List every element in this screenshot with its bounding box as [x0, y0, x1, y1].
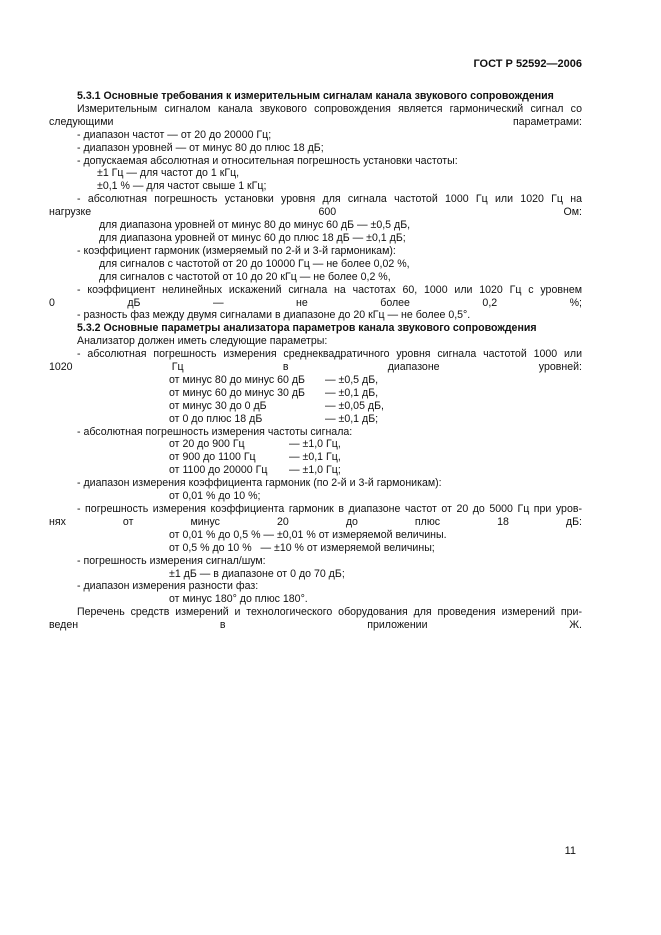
- list-item: - абсолютная погрешность измерения среднеквадратичного уровня сигнала частотой 1000 или 1020 Гц в диапазоне уровней:: [49, 348, 582, 374]
- paragraph: Анализатор должен иметь следующие параметры:: [77, 335, 328, 348]
- list-item: - разность фаз между двумя сигналами в диапазоне до 20 кГц — не более 0,5°.: [77, 309, 471, 322]
- list-item: - допускаемая абсолютная и относительная погрешность установки частоты:: [77, 154, 458, 167]
- sub-item: ±0,1 % — для частот свыше 1 кГц;: [97, 180, 267, 193]
- table-row: от минус 60 до минус 30 дБ — ±0,1 дБ,: [169, 386, 379, 399]
- list-item: - диапазон уровней — от минус 80 до плюс 18 дБ;: [77, 141, 324, 154]
- table-row: от 20 до 900 Гц — ±1,0 Гц,: [169, 438, 341, 451]
- sub-item: ±1 Гц — для частот до 1 кГц,: [97, 167, 240, 180]
- list-item: - диапазон измерения разности фаз:: [77, 580, 259, 593]
- sub-item: для сигналов с частотой от 10 до 20 кГц — не более 0,2 %,: [99, 270, 391, 283]
- list-item: - погрешность измерения сигнал/шум:: [77, 554, 266, 567]
- table-row: от минус 30 до 0 дБ — ±0,05 дБ,: [169, 399, 384, 412]
- list-item: - диапазон измерения коэффициента гармоник (по 2-й и 3-й гармоникам):: [77, 477, 442, 490]
- sub-item: для диапазона уровней от минус 80 до минус 60 дБ — ±0,5 дБ,: [99, 219, 411, 232]
- table-row: от 900 до 1100 Гц — ±0,1 Гц,: [169, 451, 341, 464]
- list-item: - коэффициент нелинейных искажений сигнала на частотах 60, 1000 или 1020 Гц с уровнем 0 дБ — не более 0,2 %;: [49, 283, 582, 309]
- document-header: ГОСТ Р 52592—2006: [473, 58, 582, 70]
- table-row: от 0 до плюс 18 дБ — ±0,1 дБ;: [169, 412, 379, 425]
- sub-item: для сигналов с частотой от 20 до 10000 Гц — не более 0,02 %,: [99, 257, 410, 270]
- closing-paragraph: Перечень средств измерений и технологического оборудования для проведения измерений при- веден в приложении Ж.: [49, 606, 582, 632]
- list-item: - диапазон частот — от 20 до 20000 Гц;: [77, 128, 272, 141]
- document-body: [49, 90, 582, 632]
- paragraph: Измерительным сигналом канала звукового сопровождения является гармонический сигнал со следующими параметрами:: [49, 102, 582, 128]
- sub-item: от 0,01 % до 0,5 % — ±0,01 % от измеряемой величины.: [169, 528, 447, 541]
- list-item: - погрешность измерения коэффициента гармоник в диапазоне частот от 20 до 5000 Гц при уров- нях от минус 20 до плюс 18 дБ:: [49, 503, 582, 528]
- list-item: - коэффициент гармоник (измеряемый по 2-й и 3-й гармоникам):: [77, 244, 396, 257]
- sub-item: от 0,01 % до 10 %;: [169, 490, 261, 503]
- sub-item: от 0,5 % до 10 % — ±10 % от измеряемой величины;: [169, 541, 435, 554]
- sub-item: ±1 дБ — в диапазоне от 0 до 70 дБ;: [169, 567, 345, 580]
- page-number: 11: [564, 845, 576, 857]
- sub-item: от минус 180° до плюс 180°.: [169, 593, 308, 606]
- sub-item: для диапазона уровней от минус 60 до плюс 18 дБ — ±0,1 дБ;: [99, 231, 406, 244]
- table-row: от минус 80 до минус 60 дБ — ±0,5 дБ,: [169, 373, 379, 386]
- list-item: - абсолютная погрешность измерения частоты сигнала:: [77, 425, 353, 438]
- section-5-3-1-title: 5.3.1 Основные требования к измерительным сигналам канала звукового сопровождения: [77, 90, 554, 102]
- list-item: - абсолютная погрешность установки уровня для сигнала частотой 1000 Гц или 1020 Гц на нагрузке 600 Ом:: [49, 193, 582, 219]
- table-row: от 1100 до 20000 Гц — ±1,0 Гц;: [169, 464, 341, 477]
- section-5-3-2-title: 5.3.2 Основные параметры анализатора параметров канала звукового сопровождения: [77, 322, 537, 335]
